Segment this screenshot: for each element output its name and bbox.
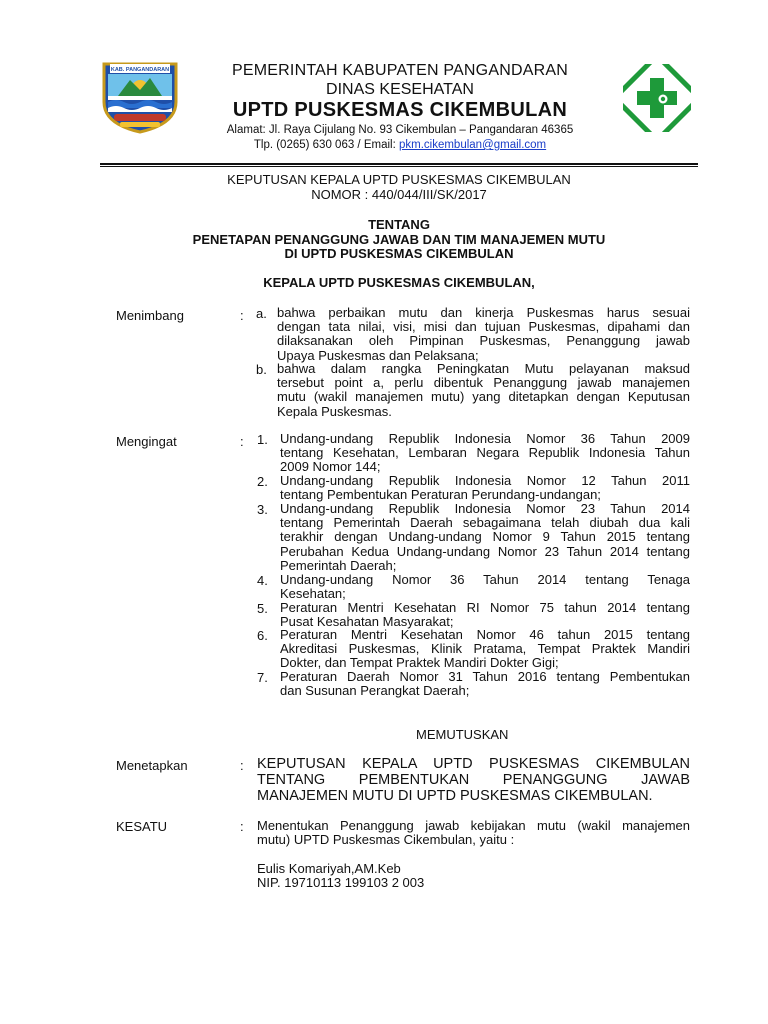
kesatu-text — [257, 819, 690, 847]
header-phone: Tlp. (0265) 630 063 / Email: — [253, 139, 399, 151]
list-item-line: bahwa perbaikan mutu dan kinerja Puskesmas harus sesuai — [277, 305, 690, 320]
list-item-line: terakhir dengan Undang-undang Nomor 9 Tahun 2015 tentang — [280, 529, 690, 545]
svg-text:KAB. PANGANDARAN: KAB. PANGANDARAN — [110, 67, 170, 73]
decree-subject-line1: PENETAPAN PENANGGUNG JAWAB DAN TIM MANAJEMEN MUTU — [192, 232, 606, 247]
list-item-line: dan Susunan Perangkat Daerah; — [280, 683, 470, 699]
list-item-line: Undang-undang Nomor 36 Tahun 2014 tentang Tenaga — [280, 572, 690, 587]
letterhead-rule-thin — [100, 166, 698, 167]
puskesmas-logo — [623, 64, 691, 132]
kesatu-line: mutu) UPTD Puskesmas Cikembulan, yaitu : — [257, 832, 515, 848]
header-address: Alamat: Jl. Raya Cijulang No. 93 Cikembulan – Pangandaran 46365 — [226, 124, 574, 136]
memutuskan-heading: MEMUTUSKAN — [416, 727, 509, 742]
list-item-line: Pusat Kesahatan Masyarakat; — [280, 614, 454, 630]
decree-subject-line2: DI UPTD PUSKESMAS CIKEMBULAN — [284, 246, 514, 261]
decree-number: NOMOR : 440/044/III/SK/2017 — [311, 187, 487, 202]
menetapkan-line: KEPUTUSAN KEPALA UPTD PUSKESMAS CIKEMBULAN — [257, 756, 690, 772]
mengingat-marker-1: 1. — [257, 432, 268, 447]
decree-issuer: KEPALA UPTD PUSKESMAS CIKEMBULAN, — [263, 275, 535, 290]
mengingat-item-7 — [280, 670, 690, 698]
list-item-line: Undang-undang Republik Indonesia Nomor 12 Tahun 2011 — [280, 473, 690, 488]
menimbang-marker-b: b. — [256, 362, 267, 377]
mengingat-marker-2: 2. — [257, 474, 268, 489]
list-item-line: Peraturan Mentri Kesehatan Nomor 46 tahun 2015 tentang — [280, 627, 690, 642]
kesatu-colon: : — [240, 819, 244, 834]
header-institution: UPTD PUSKESMAS CIKEMBULAN — [232, 99, 568, 121]
list-item-line: Pemerintah Daerah; — [280, 557, 397, 573]
header-contact — [180, 139, 620, 151]
menimbang-marker-a: a. — [256, 306, 267, 321]
list-item-line: tentang Pemerintah Daerah sebagaimana telah diubah dua kali — [280, 515, 690, 531]
pangandaran-crest-logo — [100, 58, 180, 134]
list-item-line: Undang-undang Republik Indonesia Nomor 23 Tahun 2014 — [280, 501, 690, 516]
list-item-line: Kepala Puskesmas. — [277, 403, 392, 419]
list-item-line: Perubahan Kedua Undang-undang Nomor 23 Tahun 2014 tentang — [280, 543, 690, 559]
mengingat-marker-4: 4. — [257, 573, 268, 588]
list-item-line: Akreditasi Puskesmas, Klinik Pratama, Tempat Praktek Mandiri — [280, 641, 690, 657]
list-item-line: mutu (wakil manajemen mutu) yang ditetapkan dengan Keputusan — [277, 389, 690, 405]
menetapkan-colon: : — [240, 758, 244, 773]
appointee-nip: NIP. 19710113 199103 2 003 — [257, 875, 425, 890]
menetapkan-text — [257, 756, 690, 804]
list-item-line: dengan tata nilai, visi, misi dan tujuan Puskesmas, dipahami dan — [277, 319, 690, 335]
menetapkan-line: MANAJEMEN MUTU DI UPTD PUSKESMAS CIKEMBULAN. — [257, 788, 653, 804]
menimbang-colon: : — [240, 308, 244, 323]
menimbang-item-b — [277, 362, 690, 419]
list-item-line: Upaya Puskesmas dan Pelaksana; — [277, 347, 479, 363]
list-item-line: tentang Pembentukan Peraturan Perundang-undangan; — [280, 487, 601, 503]
mengingat-item-4 — [280, 573, 690, 601]
mengingat-marker-5: 5. — [257, 601, 268, 616]
letterhead-rule-thick — [100, 163, 698, 165]
menimbang-item-a — [277, 306, 690, 363]
list-item-line: 2009 Nomor 144; — [280, 459, 381, 475]
list-item-line: Peraturan Daerah Nomor 31 Tahun 2016 tentang Pembentukan — [280, 669, 690, 684]
list-item-line: Undang-undang Republik Indonesia Nomor 36 Tahun 2009 — [280, 431, 690, 446]
list-item-line: dilaksanakan oleh Pimpinan Puskesmas, Penanggung jawab — [277, 333, 690, 349]
menimbang-label: Menimbang — [116, 308, 184, 323]
list-item-line: bahwa dalam rangka Peningkatan Mutu pelayanan maksud — [277, 361, 690, 376]
list-item-line: Peraturan Mentri Kesehatan RI Nomor 75 tahun 2014 tentang — [280, 600, 690, 615]
list-item-line: Dokter, dan Tempat Praktek Mandiri Dokter Gigi; — [280, 655, 559, 671]
header-government: PEMERINTAH KABUPATEN PANGANDARAN — [232, 62, 568, 79]
mengingat-item-5 — [280, 601, 690, 629]
decree-title: KEPUTUSAN KEPALA UPTD PUSKESMAS CIKEMBULAN — [227, 172, 571, 187]
list-item-line: Kesehatan; — [280, 586, 346, 602]
mengingat-item-6 — [280, 628, 690, 671]
mengingat-colon: : — [240, 434, 244, 449]
mengingat-label: Mengingat — [116, 434, 177, 449]
mengingat-item-1 — [280, 432, 690, 475]
kesatu-line: Menentukan Penanggung jawab kebijakan mutu (wakil manajemen — [257, 818, 690, 833]
menetapkan-label: Menetapkan — [116, 758, 188, 773]
list-item-line: tentang Kesehatan, Lembaran Negara Republik Indonesia Tahun — [280, 445, 690, 461]
decree-tentang: TENTANG — [368, 217, 430, 232]
header-department: DINAS KESEHATAN — [326, 81, 474, 98]
appointee-name: Eulis Komariyah,AM.Keb — [257, 861, 401, 876]
mengingat-marker-6: 6. — [257, 628, 268, 643]
menetapkan-line: TENTANG PEMBENTUKAN PENANGGUNG JAWAB — [257, 772, 690, 788]
list-item-line: tersebut point a, perlu dibentuk Penanggung jawab manajemen — [277, 375, 690, 391]
email-link[interactable]: pkm.cikembulan@gmail.com — [398, 139, 547, 151]
mengingat-marker-7: 7. — [257, 670, 268, 685]
mengingat-item-2 — [280, 474, 690, 502]
mengingat-marker-3: 3. — [257, 502, 268, 517]
kesatu-label: KESATU — [116, 819, 168, 834]
mengingat-item-3 — [280, 502, 690, 573]
